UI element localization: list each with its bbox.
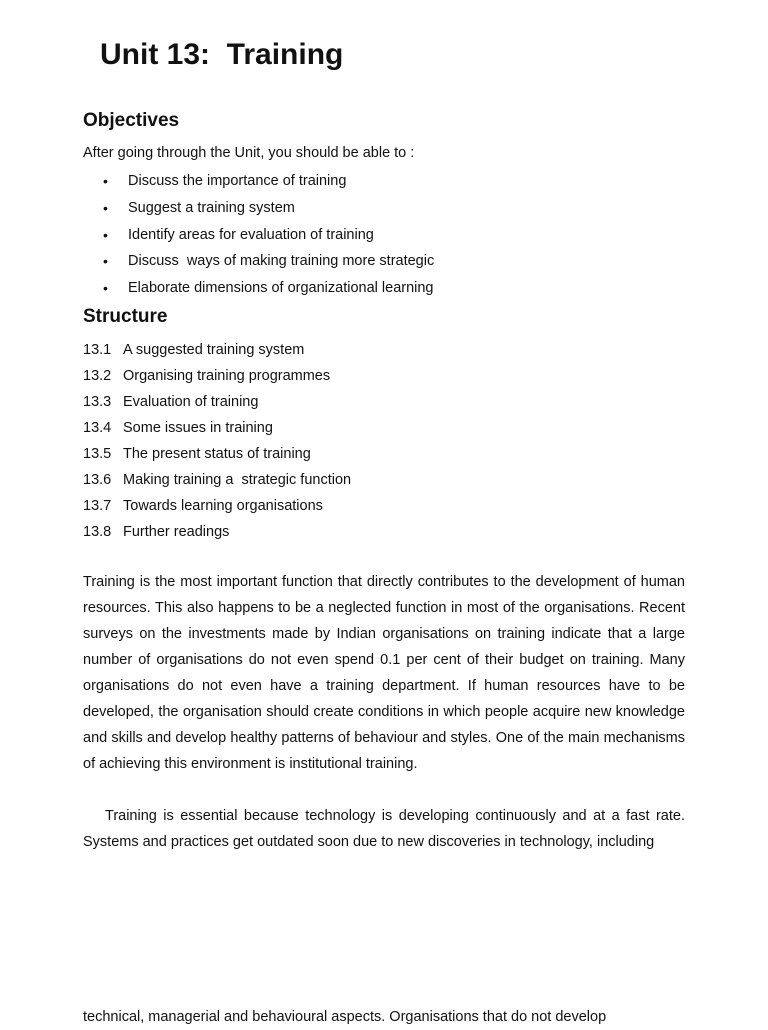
unit-title: Unit 13: Training xyxy=(100,38,344,71)
section-number: 13.3 xyxy=(83,394,112,410)
bullet-icon: • xyxy=(103,226,108,243)
section-number: 13.8 xyxy=(83,524,112,540)
list-item xyxy=(83,195,434,222)
bullet-icon: • xyxy=(103,173,108,189)
list-item xyxy=(83,519,351,545)
objective-text: Discuss the importance of training xyxy=(128,173,347,189)
objective-text: Identify areas for evaluation of training xyxy=(128,226,374,243)
list-item xyxy=(83,222,434,249)
objectives-intro: After going through the Unit, you should be able to : xyxy=(83,145,415,161)
list-item xyxy=(83,415,351,441)
bullet-icon: • xyxy=(103,199,108,216)
section-title: Further readings xyxy=(123,524,230,540)
section-title: Making training a strategic function xyxy=(123,472,352,488)
bullet-icon: • xyxy=(103,253,108,270)
objective-text: Suggest a training system xyxy=(128,199,295,216)
section-number: 13.5 xyxy=(83,446,112,462)
objective-text: Elaborate dimensions of organizational learning xyxy=(128,280,434,296)
body-paragraph: Training is essential because technology is developing continuously and at a fast rate. Systems and practices get outdated soon due to new discoveries in technology, including xyxy=(83,808,685,850)
body-paragraph: technical, managerial and behavioural aspects. Organisations that do not develop xyxy=(83,1009,607,1025)
section-title: Evaluation of training xyxy=(123,394,259,410)
list-item xyxy=(83,363,351,389)
list-item xyxy=(83,493,351,519)
section-number: 13.6 xyxy=(83,472,112,488)
section-number: 13.7 xyxy=(83,498,112,514)
structure-heading: Structure xyxy=(83,306,168,327)
section-title: Some issues in training xyxy=(123,420,273,436)
list-item xyxy=(83,168,434,195)
objectives-list xyxy=(83,168,434,302)
list-item xyxy=(83,467,351,493)
list-item xyxy=(83,389,351,415)
objective-text: Discuss ways of making training more strategic xyxy=(128,253,435,270)
section-title: The present status of training xyxy=(123,446,311,462)
list-item xyxy=(83,337,351,363)
section-title: A suggested training system xyxy=(123,342,305,358)
body-paragraph: Training is the most important function that directly contributes to the development of human resources. This also happens to be a neglected function in most of the organisations. Recent surveys on the investments made by Indian organisations on training indicate that a large number of organisations do not even spend 0.1 per cent of their budget on training. Many organisations do not even have a training department. If human resources have to be developed, the organisation should create conditions in which people acquire new knowledge and skills and develop healthy patterns of behaviour and styles. One of the main mechanisms of achieving this environment is institutional training. xyxy=(83,574,685,772)
list-item xyxy=(83,275,434,302)
structure-list xyxy=(83,337,351,545)
section-title: Organising training programmes xyxy=(123,368,331,384)
section-number: 13.2 xyxy=(83,368,112,384)
bullet-icon: • xyxy=(103,280,108,296)
objectives-heading: Objectives xyxy=(83,110,180,131)
section-number: 13.4 xyxy=(83,420,112,436)
section-title: Towards learning organisations xyxy=(123,498,323,514)
list-item xyxy=(83,441,351,467)
list-item xyxy=(83,248,434,275)
section-number: 13.1 xyxy=(83,342,112,358)
